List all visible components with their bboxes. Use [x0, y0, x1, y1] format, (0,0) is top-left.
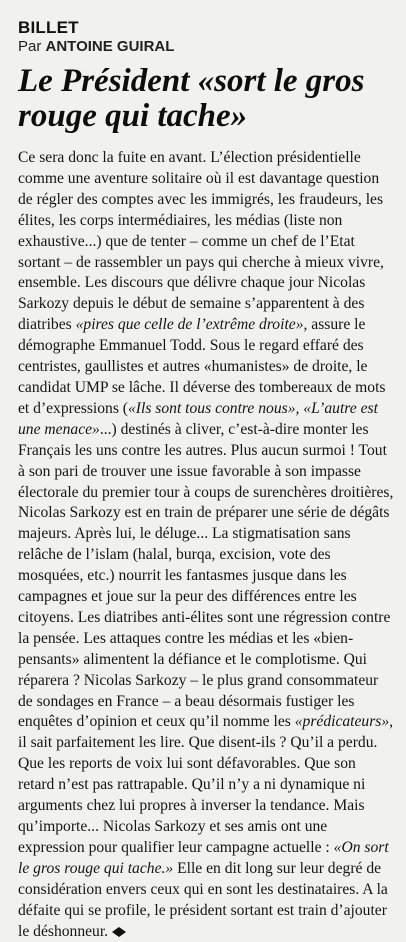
- author-name: ANTOINE GUIRAL: [45, 38, 175, 55]
- article-paragraph: [18, 148, 394, 942]
- byline: [18, 37, 394, 56]
- end-of-article-icon: [112, 927, 119, 937]
- body-text-4: , il sait parfaitement les lire. Que disent-ils ? Qu’il a perdu. Que les reports de voix lui sont défavorables. Que son retard n’est pas rattrapable. Qu’il n’y a ni dynamique ni arguments chez lui propres à inverser la tendance. Mais qu’importe... Nicolas Sarkozy et ses amis ont une expression pour qualifier leur campagne actuelle :: [18, 713, 394, 856]
- body-text-1: Ce sera donc la fuite en avant. L’élection présidentielle comme une aventure solitaire où il est davantage question de régler des comptes avec les immigrés, les fraudeurs, les élites, les corps intermédiaires, les médias (liste non exhaustive...) que de tenter – comme un chef de l’Etat sortant – de rassembler un pays qui cherche à mieux vivre, ensemble. Les discours que délivre chaque jour Nicolas Sarkozy depuis le début de semaine s’apparentent à des diatribes: [18, 149, 384, 334]
- quote-2: «Ils sont tous contre nous», «L’autre est une menace»: [18, 399, 378, 438]
- body-text-2: , assure le démographe Emmanuel Todd. Sous le regard effaré des centristes, gaullistes et autres «humanistes» de droite, le candidat UMP se lâche. Il déverse des tombereaux de mots et d’expressions (: [18, 316, 386, 417]
- article-body: [18, 148, 394, 942]
- quote-4: «On sort le gros rouge qui tache.»: [18, 838, 389, 877]
- body-text-3: ...) destinés à cliver, c’est-à-dire monter les Français les uns contre les autres. Plus aucun surmoi ! Tout à son pari de trouver une issue favorable à son impasse électorale du premier tour à coups de surenchères droitières, Nicolas Sarkozy est en train de préparer une série de dégâts majeurs. Après lui, le déluge... La stigmatisation sans relâche de l’islam (halal, burqa, excision, vote des mosquées, etc.) nourrit les fantasmes jusque dans les campagnes et joue sur la peur des différences entre les citoyens. Les diatribes anti-élites sont une régression contre la pensée. Les attaques contre les médias et les «bien-pensants» alimentent la défiance et le complotisme. Qui réparera ? Nicolas Sarkozy – le plus grand consommateur de sondages en France – a beau désormais fustiger les enquêtes d’opinion et ceux qu’il nomme les: [18, 420, 394, 731]
- byline-prefix: Par: [18, 38, 46, 55]
- headline: Le Président «sort le gros rouge qui tache»: [18, 63, 365, 134]
- body-text-5: Elle en dit long sur leur degré de considération envers ceux qui en sont les destinataires. A la défaite qui se profile, le président sortant est train d’ajouter le déshonneur.: [18, 859, 388, 940]
- quote-1: «pires que celle de l’extrême droite»: [75, 316, 304, 334]
- rubric-label: BILLET: [18, 18, 79, 37]
- quote-3: «prédicateurs»: [294, 713, 390, 731]
